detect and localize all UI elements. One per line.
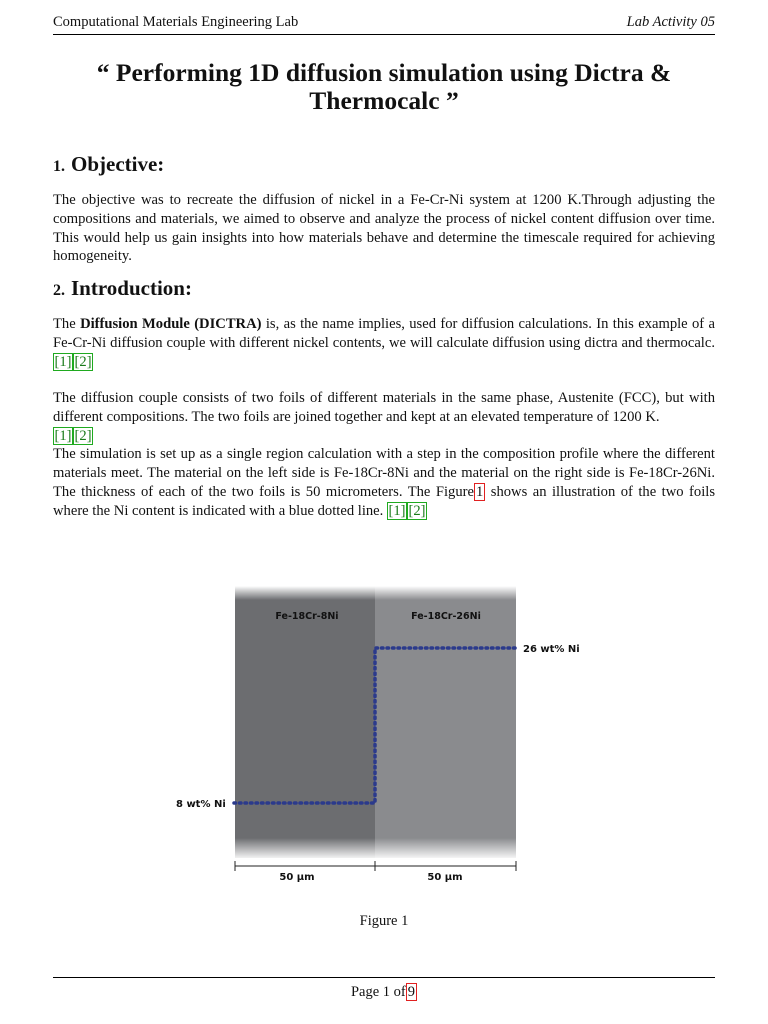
low-ni-label: 8 wt% Ni: [176, 799, 226, 810]
introduction-heading-text: Introduction:: [71, 276, 192, 300]
figure-ref-link[interactable]: 1: [475, 483, 484, 500]
bottom-fade: [235, 838, 516, 860]
page-footer: [0, 984, 768, 1001]
objective-number: 1.: [53, 158, 65, 175]
top-fade: [235, 586, 516, 600]
diffusion-couple-figure: [170, 580, 600, 890]
right-foil: [375, 586, 516, 858]
left-foil-label: Fe-18Cr-8Ni: [275, 611, 339, 622]
left-foil: [235, 586, 375, 858]
footer-rule: [53, 977, 715, 978]
right-width-label: 50 µm: [427, 872, 463, 883]
high-ni-label: 26 wt% Ni: [523, 644, 580, 655]
intro-p2-text: The diffusion couple consists of two foils of different materials in the same phase, Austenite (FCC), but with different compositions. The two foils are joined together and kept at an elevated temperature of 1200 K.: [53, 390, 715, 425]
page-number-text: Page 1 of: [350, 984, 406, 1000]
objective-heading: [53, 152, 164, 177]
citation-link-1[interactable]: [1]: [54, 353, 72, 370]
citation-link-2[interactable]: [2]: [74, 427, 92, 444]
title-line-2: Thermocalc ”: [309, 86, 459, 115]
header-activity: Lab Activity 05: [626, 14, 715, 30]
introduction-heading: [53, 276, 192, 301]
intro-paragraph-1: [53, 315, 715, 371]
left-width-label: 50 µm: [279, 872, 315, 883]
header-lab-name: Computational Materials Engineering Lab: [53, 14, 299, 30]
objective-text: The objective was to recreate the diffusion of nickel in a Fe-Cr-Ni system at 1200 K.Through adjusting the compositions and materials, we aimed to observe and analyze the process of nickel content diffusion over time. This would help us gain insights into how materials behave and determine the timescale required for achieving homogeneity.: [53, 192, 715, 265]
introduction-number: 2.: [53, 282, 65, 299]
intro-p1-prefix: The: [53, 316, 81, 332]
figure-caption: Figure 1: [359, 913, 409, 929]
citation-link-1[interactable]: [1]: [388, 502, 406, 519]
intro-p1-text: is, as the name implies, used for diffusion calculations. In this example of a Fe-Cr-Ni diffusion couple with different nickel contents, we will calculate diffusion using dictra and thermocalc.: [53, 316, 716, 351]
total-pages-link[interactable]: 9: [407, 984, 415, 1000]
intro-p3-text-b: shows an illustration of the two foils where the Ni content is indicated with a blue dotted line.: [53, 483, 715, 519]
citation-link-1[interactable]: [1]: [54, 427, 72, 444]
title-line-1: “ Performing 1D diffusion simulation using Dictra &: [96, 58, 672, 87]
citation-link-2[interactable]: [2]: [74, 353, 92, 370]
running-header: [53, 12, 715, 35]
objective-heading-text: Objective:: [71, 152, 165, 176]
page-title: [53, 59, 715, 115]
intro-p3-text-a: The simulation is set up as a single region calculation with a step in the composition profile where the different materials meet. The material on the left side is Fe-18Cr-8Ni and the material on the right side is Fe-18Cr-26Ni. The thickness of each of the two foils is 50 micrometers. The Figure: [53, 446, 715, 500]
citation-link-2[interactable]: [2]: [408, 502, 426, 519]
dictra-term: Diffusion Module (DICTRA): [80, 316, 262, 332]
right-foil-label: Fe-18Cr-26Ni: [411, 611, 481, 622]
intro-paragraph-2: [53, 389, 715, 521]
objective-paragraph: [53, 191, 715, 266]
